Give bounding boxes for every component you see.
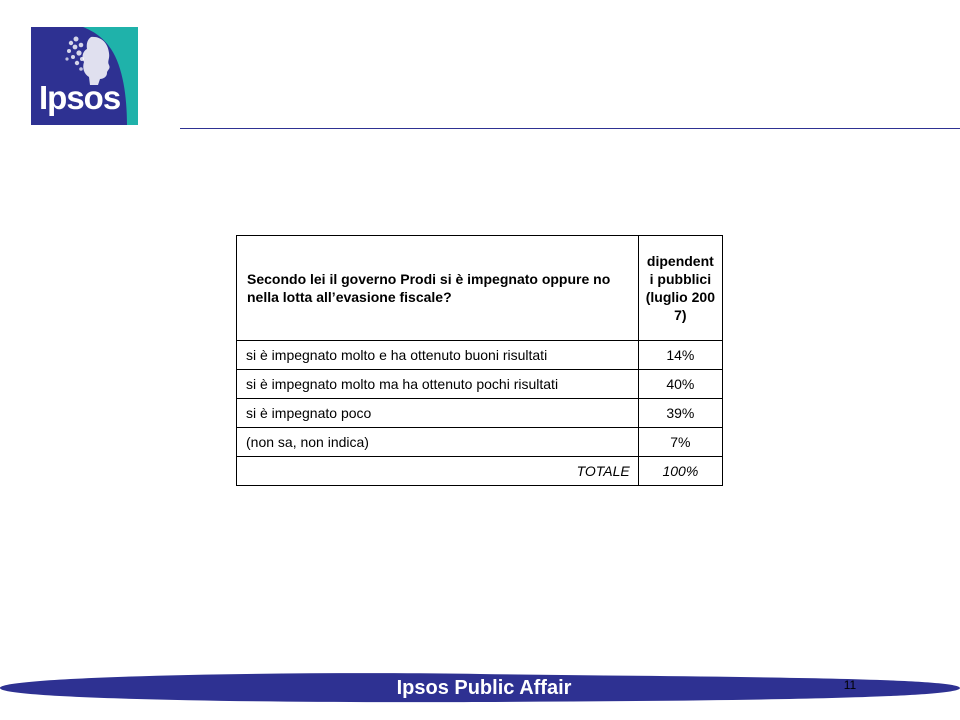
column-header-cell — [638, 236, 722, 341]
survey-results-table — [236, 235, 723, 486]
header-divider — [180, 128, 960, 129]
logo-wordmark: Ipsos — [39, 79, 121, 116]
table-header-row — [237, 236, 723, 341]
table-row — [237, 341, 723, 370]
row-label: (non sa, non indica) — [237, 428, 639, 457]
footer-title: Ipsos Public Affair — [396, 677, 572, 699]
row-label: si è impegnato molto ma ha ottenuto pochi risultati — [237, 370, 639, 399]
survey-question: Secondo lei il governo Prodi si è impegnato oppure no nella lotta all’evasione fiscale? — [237, 236, 639, 341]
table-row — [237, 399, 723, 428]
row-value: 14% — [638, 341, 722, 370]
ipsos-logo — [31, 27, 138, 125]
row-value: 7% — [638, 428, 722, 457]
page-number: 11 — [843, 678, 857, 692]
total-label: TOTALE — [237, 457, 639, 486]
column-header-label: dipendenti pubblici (luglio 2007) — [645, 253, 715, 323]
row-label: si è impegnato poco — [237, 399, 639, 428]
total-value: 100% — [638, 457, 722, 486]
total-row — [237, 457, 723, 486]
row-value: 40% — [638, 370, 722, 399]
row-label: si è impegnato molto e ha ottenuto buoni risultati — [237, 341, 639, 370]
table-row — [237, 428, 723, 457]
table-row — [237, 370, 723, 399]
row-value: 39% — [638, 399, 722, 428]
